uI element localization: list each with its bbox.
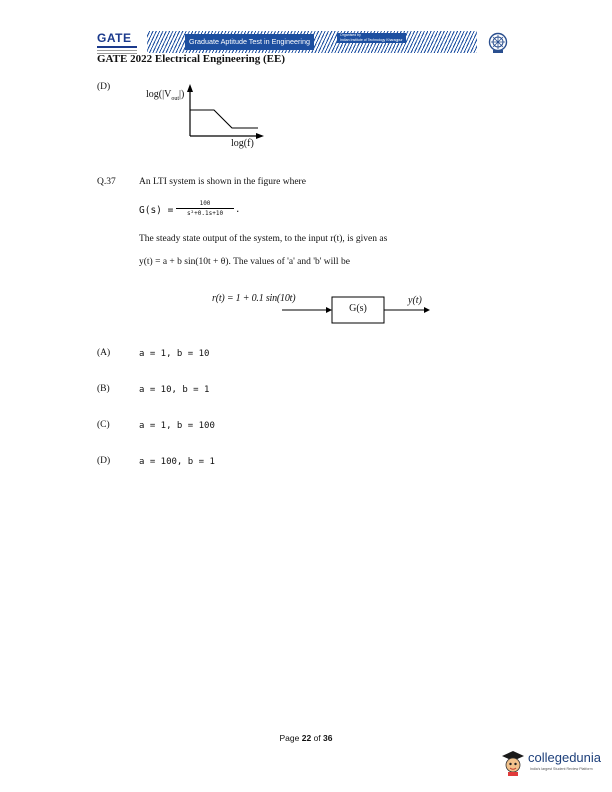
graph-ylabel-sub: out bbox=[171, 96, 180, 102]
option-a-text: a = 1, b = 10 bbox=[139, 349, 210, 359]
tf-period: . bbox=[235, 205, 241, 215]
prev-option-label: (D) bbox=[97, 82, 111, 92]
block-output-label: y(t) bbox=[408, 295, 422, 306]
option-b-text: a = 10, b = 1 bbox=[139, 385, 210, 395]
transfer-function-fraction bbox=[176, 200, 234, 217]
iit-emblem-icon bbox=[488, 32, 508, 54]
page-total: 36 bbox=[323, 733, 333, 743]
magnitude-response-curve bbox=[190, 110, 258, 128]
magnitude-plot bbox=[180, 84, 270, 144]
transfer-function-lhs: G(s) = bbox=[139, 205, 174, 216]
page-prefix: Page bbox=[279, 733, 302, 743]
y-axis-arrow-icon bbox=[187, 84, 193, 92]
block-box-label: G(s) bbox=[349, 303, 367, 314]
organizer-line2: Indian Institute of Technology Kharagpur bbox=[340, 38, 403, 42]
graph-ylabel-text: log(|V bbox=[146, 89, 172, 100]
brand-tagline: India's largest Student Review Platform bbox=[530, 767, 593, 771]
option-b-label: (B) bbox=[97, 384, 110, 394]
output-arrow-icon bbox=[424, 307, 430, 313]
banner-organizer bbox=[337, 33, 406, 43]
graph-xlabel: log(f) bbox=[231, 138, 254, 149]
question-line3: y(t) = a + b sin(10t + θ). The values of 'a' and 'b' will be bbox=[139, 257, 350, 267]
document-title: GATE 2022 Electrical Engineering (EE) bbox=[97, 53, 286, 65]
question-number: Q.37 bbox=[97, 177, 116, 187]
header-banner bbox=[147, 31, 477, 53]
x-axis-arrow-icon bbox=[256, 133, 264, 139]
graph-ylabel bbox=[146, 89, 184, 102]
option-d-label: (D) bbox=[97, 456, 111, 466]
block-input-label: r(t) = 1 + 0.1 sin(10t) bbox=[212, 293, 296, 304]
page-current: 22 bbox=[301, 733, 312, 743]
option-a-label: (A) bbox=[97, 348, 111, 358]
question-line2: The steady state output of the system, to the input r(t), is given as bbox=[139, 234, 388, 244]
brand-name: collegedunia bbox=[528, 750, 602, 765]
banner-title: Graduate Aptitude Test in Engineering bbox=[185, 34, 314, 50]
page-number bbox=[0, 733, 612, 743]
page-of: of bbox=[311, 733, 324, 743]
option-c-label: (C) bbox=[97, 420, 110, 430]
organizer-line1: Organised by bbox=[340, 33, 361, 37]
graduate-mascot-icon bbox=[500, 748, 526, 776]
collegedunia-logo bbox=[500, 746, 610, 778]
tf-numerator: 100 bbox=[199, 200, 211, 207]
gate-logo-text: GATE bbox=[97, 31, 132, 45]
tf-denominator: s²+0.1s+10 bbox=[186, 209, 224, 217]
question-intro: An LTI system is shown in the figure where bbox=[139, 177, 306, 187]
graph-ylabel-end: |) bbox=[179, 89, 185, 100]
option-d-text: a = 100, b = 1 bbox=[139, 457, 215, 467]
option-c-text: a = 1, b = 100 bbox=[139, 421, 215, 431]
